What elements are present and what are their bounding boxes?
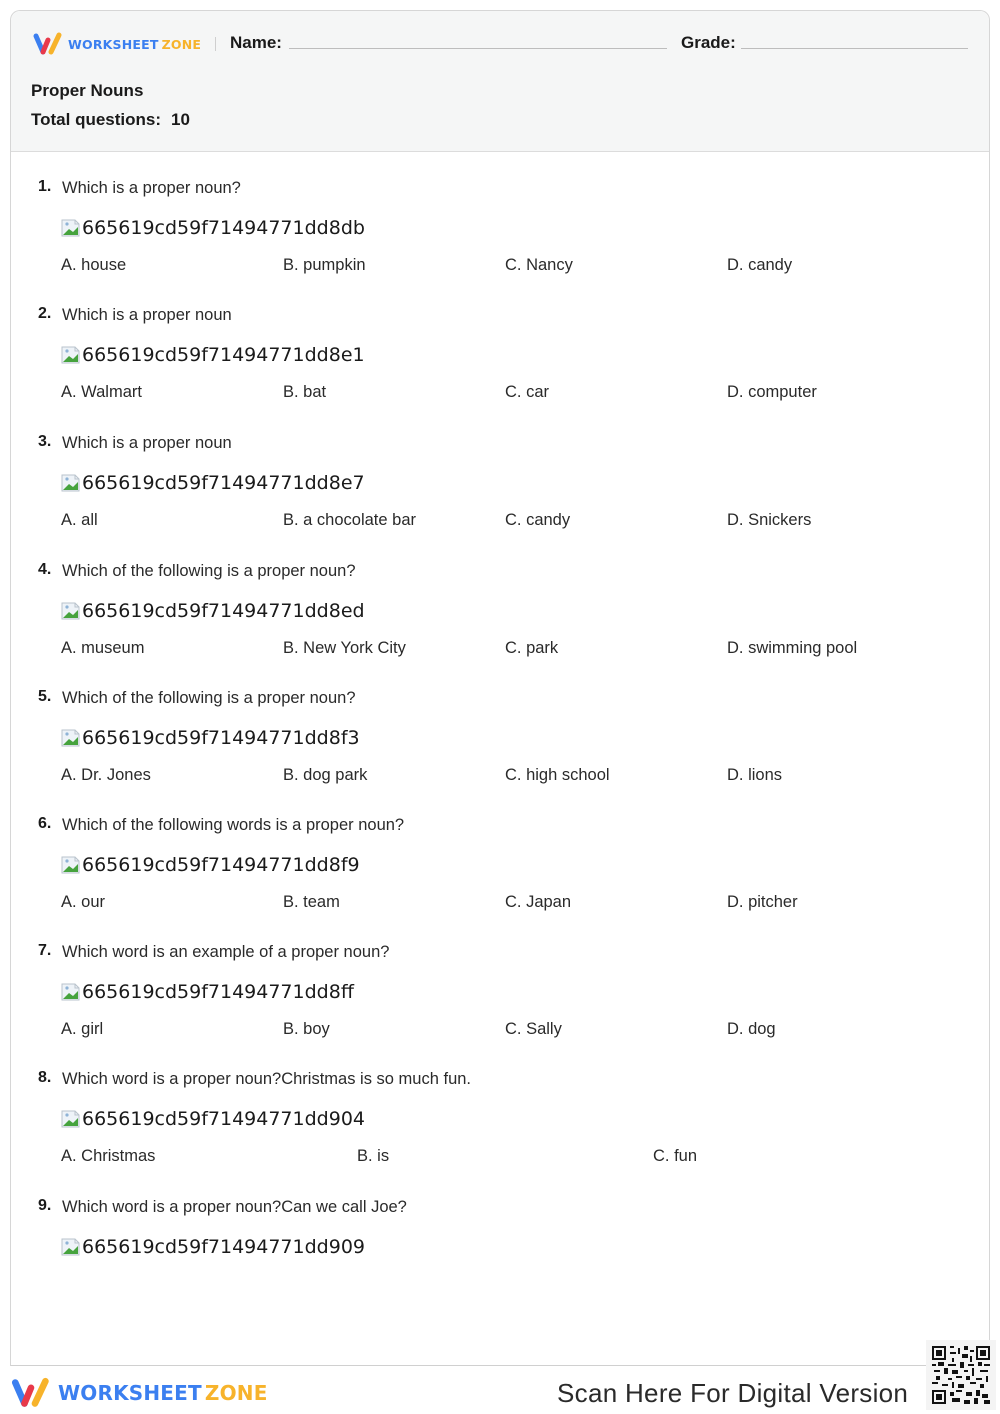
answer-option[interactable]: D. computer [727, 383, 817, 401]
name-label: Name: [230, 33, 282, 52]
image-alt-text: 665619cd59f71494771dd904 [82, 1108, 365, 1130]
question-number: 3. [38, 433, 52, 450]
answer-option[interactable]: A. our [61, 893, 106, 911]
answer-option[interactable]: C. Japan [505, 893, 572, 911]
image-alt-text: 665619cd59f71494771dd8e7 [82, 472, 365, 494]
question-image [61, 217, 365, 239]
question-image [61, 981, 354, 1003]
worksheet-page [10, 10, 990, 1366]
total-questions-value: 10 [171, 110, 190, 129]
answer-option[interactable]: C. car [505, 383, 550, 401]
worksheet-title: Proper Nouns [31, 81, 144, 100]
question-text: Which of the following is a proper noun? [62, 689, 356, 707]
answer-option[interactable]: A. Dr. Jones [61, 766, 151, 784]
grade-label: Grade: [681, 33, 736, 52]
broken-image-icon [61, 1237, 81, 1257]
answer-option[interactable]: C. Nancy [505, 256, 573, 274]
scan-instruction: Scan Here For Digital Version [557, 1378, 909, 1408]
answer-option[interactable]: B. New York City [283, 639, 406, 657]
question-text: Which of the following is a proper noun? [62, 562, 356, 580]
worksheetzone-logo-icon [10, 1377, 52, 1409]
broken-image-icon [61, 218, 81, 238]
footer-brand-name: WORKSHEET ZONE [58, 1381, 268, 1405]
question-text: Which word is a proper noun?Can we call Joe? [62, 1198, 407, 1216]
image-alt-text: 665619cd59f71494771dd8f3 [82, 727, 360, 749]
answer-option[interactable]: D. swimming pool [727, 639, 858, 657]
answer-option[interactable]: C. Sally [505, 1020, 562, 1038]
answer-option[interactable]: C. fun [653, 1147, 698, 1165]
image-alt-text: 665619cd59f71494771dd8f9 [82, 854, 360, 876]
question-image [61, 1108, 365, 1130]
qr-code-icon [932, 1346, 990, 1404]
question-number: 9. [38, 1197, 52, 1214]
question-number: 7. [38, 942, 52, 959]
image-alt-text: 665619cd59f71494771dd909 [82, 1236, 365, 1258]
answer-option[interactable]: B. dog park [283, 766, 368, 784]
answer-option[interactable]: B. is [357, 1147, 390, 1165]
total-questions: Total questions: 10 [31, 110, 190, 129]
broken-image-icon [61, 855, 81, 875]
brand-logo [32, 32, 216, 56]
worksheetzone-logo-icon [32, 32, 64, 56]
question-number: 2. [38, 305, 52, 322]
worksheet-header [11, 11, 989, 152]
answer-option[interactable]: D. lions [727, 766, 783, 784]
answer-option[interactable]: A. Christmas [61, 1147, 156, 1165]
image-alt-text: 665619cd59f71494771dd8e1 [82, 344, 365, 366]
answer-option[interactable]: D. candy [727, 256, 793, 274]
question-image [61, 1236, 365, 1258]
answer-option[interactable]: A. house [61, 256, 127, 274]
question-image [61, 472, 365, 494]
qr-code[interactable] [926, 1340, 996, 1410]
question-image [61, 600, 365, 622]
question-number: 5. [38, 688, 52, 705]
answer-option[interactable]: A. Walmart [61, 383, 142, 401]
answer-option[interactable]: B. boy [283, 1020, 330, 1038]
answer-option[interactable]: B. team [283, 893, 340, 911]
question-image [61, 727, 360, 749]
question-number: 1. [38, 178, 52, 195]
question-text: Which is a proper noun [62, 434, 232, 452]
answer-option[interactable]: C. candy [505, 511, 571, 529]
broken-image-icon [61, 1109, 81, 1129]
answer-option[interactable]: A. museum [61, 639, 145, 657]
footer-brand-logo [10, 1377, 268, 1409]
answer-option[interactable]: A. all [61, 511, 98, 529]
question-number: 6. [38, 815, 52, 832]
answer-option[interactable]: B. a chocolate bar [283, 511, 416, 529]
question-text: Which is a proper noun? [62, 179, 241, 197]
question-image [61, 854, 360, 876]
answer-option[interactable]: A. girl [61, 1020, 104, 1038]
name-field[interactable] [289, 48, 667, 49]
brand-name: WORKSHEET ZONE [68, 36, 202, 52]
answer-option[interactable]: B. bat [283, 383, 327, 401]
answer-option[interactable]: D. dog [727, 1020, 776, 1038]
broken-image-icon [61, 345, 81, 365]
image-alt-text: 665619cd59f71494771dd8db [82, 217, 365, 239]
image-alt-text: 665619cd59f71494771dd8ff [82, 981, 354, 1003]
answer-option[interactable]: D. pitcher [727, 893, 798, 911]
question-text: Which word is a proper noun?Christmas is so much fun. [62, 1070, 472, 1088]
image-alt-text: 665619cd59f71494771dd8ed [82, 600, 365, 622]
broken-image-icon [61, 473, 81, 493]
question-number: 8. [38, 1069, 52, 1086]
question-image [61, 344, 365, 366]
question-text: Which of the following words is a proper noun? [62, 816, 405, 834]
question-number: 4. [38, 561, 52, 578]
question-text: Which is a proper noun [62, 306, 232, 324]
grade-field[interactable] [741, 48, 968, 49]
answer-option[interactable]: C. high school [505, 766, 610, 784]
question-text: Which word is an example of a proper noun? [62, 943, 390, 961]
answer-option[interactable]: B. pumpkin [283, 256, 366, 274]
answer-option[interactable]: D. Snickers [727, 511, 812, 529]
answer-option[interactable]: C. park [505, 639, 559, 657]
broken-image-icon [61, 728, 81, 748]
brand-divider [215, 37, 216, 51]
broken-image-icon [61, 982, 81, 1002]
broken-image-icon [61, 601, 81, 621]
